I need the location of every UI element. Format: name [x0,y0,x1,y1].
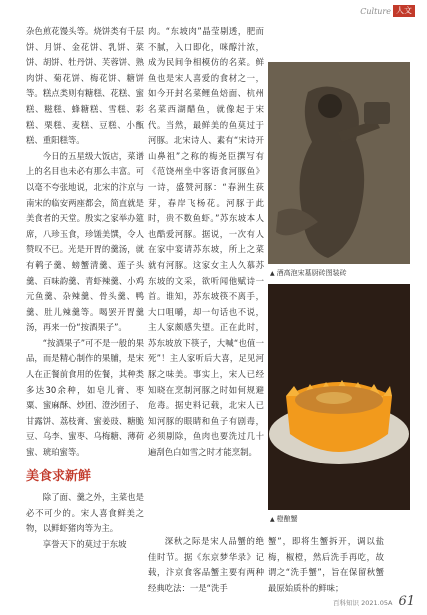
page-number: 61 [398,594,415,609]
caption-text: 酒高泡宋墓厨砖图装砖 [276,269,347,277]
figure-caption [270,268,347,278]
section-tag: 人文 [393,5,415,17]
paragraph: 今日的五星级大饭店，菜谱上的名目也未必有那么丰富。可以毫不夸张地说，北宋的汴京与南宋的临安两座都会，简直就是美食者的天堂。殷实之家举办筵席，八珍玉食，珍馐美馔，令人赞叹不已。光是开胃的羹汤，就有鹌子羹、螃蟹清羹、莲子头羹、百味韵羹、青虾辣羹、小鸡元鱼羹、杂辣羹、骨头羹、鸭羹、肚儿辣羹等。喝罢开胃羹汤，再来一份“按酒果子”。 [26,150,144,333]
tomb-brick-relief-image [268,62,410,264]
paragraph: 杂色煎花馒头等。烧饼类有千层饼、月饼、金花饼、乳饼、菜饼、胡饼、牡丹饼、芙蓉饼、熟肉饼、菊花饼、梅花饼、糖饼等。糕点类则有糖糕、花糕、蜜糕、糍糕、蜂糖糕、雪糕、彩糕、栗糕、麦糕、豆糕、小甑糕、重阳糕等。 [26,26,144,146]
page-footer [333,594,415,609]
section-label-en: Culture [360,6,391,16]
paragraph: 除了面、羹之外，主菜也是必不可少的。宋人喜食鲜美之物，以鲜虾猪肉等为主。 [26,492,144,534]
paragraph: 蟹”，即将生蟹拆开，调以盐梅，椒橙，然后洗手再吃，故谓之“洗手蟹”，旨在保留秋蟹最原始质朴的鲜味； [268,536,384,593]
paragraph: 享誉天下的莫过于东坡 [42,539,127,549]
bottom-right-column [268,534,384,596]
middle-column [148,24,264,461]
publication-info: 百科知识 2021.05A [333,599,393,607]
figure-caption [270,514,298,524]
left-column [26,24,144,553]
paragraph: 肉。“东坡肉”晶莹剔透，肥而不腻，入口即化，咪醇汁浓，成为民间争相模仿的名菜。鲜鱼也是宋人喜爱的食材之一，如今开封名菜鲤鱼焙面、杭州名菜西湖醋鱼，就像起于宋代。当然，最鲜美的鱼莫过于河豚。北宋诗人、素有“宋诗开山鼻祖”之称的梅尧臣撰写有《范饶州坐中客语食河豚鱼》一诗，盛赞河豚：“春洲生荻芽，春岸飞杨花。河豚于此时，贵不数鱼虾。”苏东坡本人也酷爱河豚。据说，一次有人在家中宴请苏东坡，所上之菜就有河豚。这家女主人久慕苏东坡的文采，欲听闻他赋诗一首。谁知，苏东坡筷不离手，大口咀嚼，却一句话也不说，主人家颇感失望。正在此时，苏东坡放下筷子，大喊“也值一死”！主人家听后大喜，足见河豚之味美。事实上，宋人已经知晓在烹制河豚之时如何规避危毒。据史料记载，北宋人已知河豚的眼睛和鱼子有剧毒，必须剔除，鱼肉也要洗过几十遍刮色白如雪之时才能烹制。 [148,26,264,458]
triangle-marker-icon: ▲ [270,516,275,523]
section-heading: 美食求新鲜 [26,468,92,484]
caption-text: 橙酿蟹 [276,515,298,523]
bottom-middle-column [148,534,264,596]
triangle-marker-icon: ▲ [270,270,275,277]
page-header [360,4,415,18]
orange-crab-dish-image [268,284,410,510]
paragraph: 深秋之际是宋人品蟹的绝佳时节。据《东京梦华录》记载，汴京食客品蟹主要有两种经典吃法：一是“洗手 [148,536,264,593]
paragraph: “按酒果子”可不是一般的果品，而是精心制作的果脯，是宋人在正餐前食用的佐餐，其种类多达30余种，如皂儿膏、枣粟、蜜麻酥、炒团、澄沙团子、甘露饼、荔枝膏、蜜姜豉、糖脆豆、乌李、蜜枣、乌梅糖、薄荷蜜、琥珀蜜等。 [26,337,144,458]
